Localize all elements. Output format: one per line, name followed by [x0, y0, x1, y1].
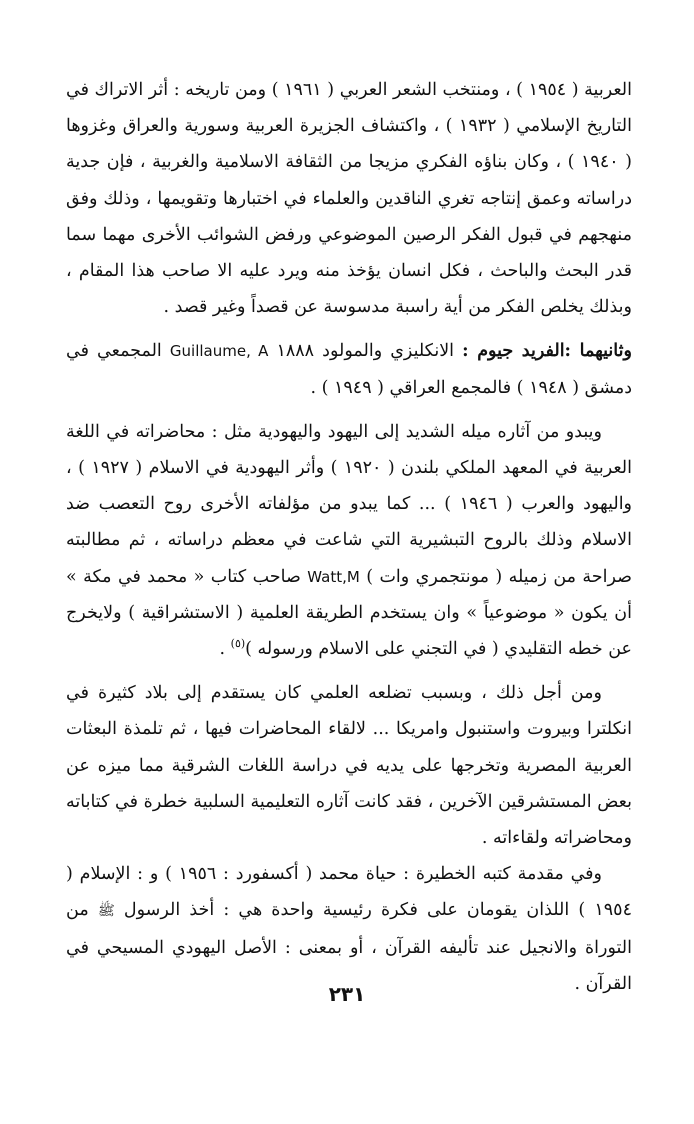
paragraph-4 — [66, 675, 632, 856]
paragraph-3-end: . — [219, 639, 231, 660]
page-number: ٢٣١ — [328, 982, 366, 1006]
paragraph-3-text-b: صاحب كتاب « محمد في مكة » أن يكون « موضوعياً » وان يستخدم الطريقة العلمية ( الاستشراقية ) ولايخرج عن خطه التقليدي ( في التجني على الاسلام ورسوله ) — [66, 566, 632, 660]
paragraph-2-text-a: الانكليزي والمولود ١٨٨٨ — [276, 341, 455, 362]
footnote-marker: (٥) — [230, 637, 246, 651]
paragraph-3 — [66, 414, 632, 667]
paragraph-2-heading: وثانيهما :الفريد جيوم : — [462, 341, 632, 362]
paragraph-1 — [66, 72, 632, 325]
honorific-glyph: ﷺ — [97, 903, 115, 920]
latin-name-guillaume: Guillaume, A — [169, 342, 269, 361]
paragraph-5-text-b: من التوراة والانجيل عند تأليفه القرآن ، أو بمعنى : الأصل اليهودي المسيحي في القرآن . — [66, 900, 632, 994]
paragraph-5 — [66, 856, 632, 1002]
paragraph-4-text: ومن أجل ذلك ، وبسبب تضلعه العلمي كان يستقدم إلى بلاد كثيرة في انكلترا وبيروت واستنبول وامريكا ... لالقاء المحاضرات فيها ، ثم تلمذة البعثات العربية المصرية وتخرجها على يديه في دراسة اللغات الشرقية مما ميزه عن بعض المستشرقين الآخرين ، فقد كانت آثاره التعليمية السلبية خطرة في كتاباته ومحاضراته ولقاءاته . — [66, 683, 632, 849]
page-body — [66, 72, 632, 1002]
paragraph-1-text: العربية ( ١٩٥٤ ) ، ومنتخب الشعر العربي ( ١٩٦١ ) ومن تاريخه : أثر الاتراك في التاريخ الإسلامي ( ١٩٣٢ ) ، واكتشاف الجزيرة العربية وسورية والعراق وغزوها ( ١٩٤٠ ) ، وكان بناؤه الفكري مزيجا من الثقافة الاسلامية والغربية ، فإن جدية دراساته وعمق إنتاجه تغري الناقدين والعلماء في اختبارها وتقويمها ، وذلك وفق منهجهم في قبول الفكر الرصين الموضوعي ورفض الشوائب الأخرى مهما سما قدر البحث والباحث ، فكل انسان يؤخذ منه ويرد عليه الا صاحب هذا المقام ، وبذلك يخلص الفكر من أية راسبة مدسوسة عن قصداً وغير قصد . — [66, 80, 632, 318]
latin-name-watt: Watt,M — [307, 567, 360, 586]
paragraph-3-text-a: ويبدو من آثاره ميله الشديد إلى اليهود واليهودية مثل : محاضراته في اللغة العربية في المعهد الملكي بلندن ( ١٩٢٠ ) وأثر اليهودية في الاسلام ( ١٩٢٧ ) ، واليهود والعرب ( ١٩٤٦ ) ... كما يبدو من مؤلفاته الأخرى روح التعصب ضد الاسلام وذلك بالروح التبشيرية التي شاعت في معظم دراساته ، ثم مطالبته صراحة من زميله ( مونتجمري وات ) — [66, 421, 633, 587]
paragraph-2-text-b: المجمعي في دمشق ( ١٩٤٨ ) فالمجمع العراقي ( ١٩٤٩ ) . — [66, 341, 632, 398]
paragraph-5-text-a: وفي مقدمة كتبه الخطيرة : حياة محمد ( أكسفورد : ١٩٥٦ ) و : الإسلام ( ١٩٥٤ ) اللذان يقومان على فكرة رئيسية واحدة هي : أخذ الرسول — [66, 864, 632, 921]
paragraph-2 — [66, 333, 632, 405]
